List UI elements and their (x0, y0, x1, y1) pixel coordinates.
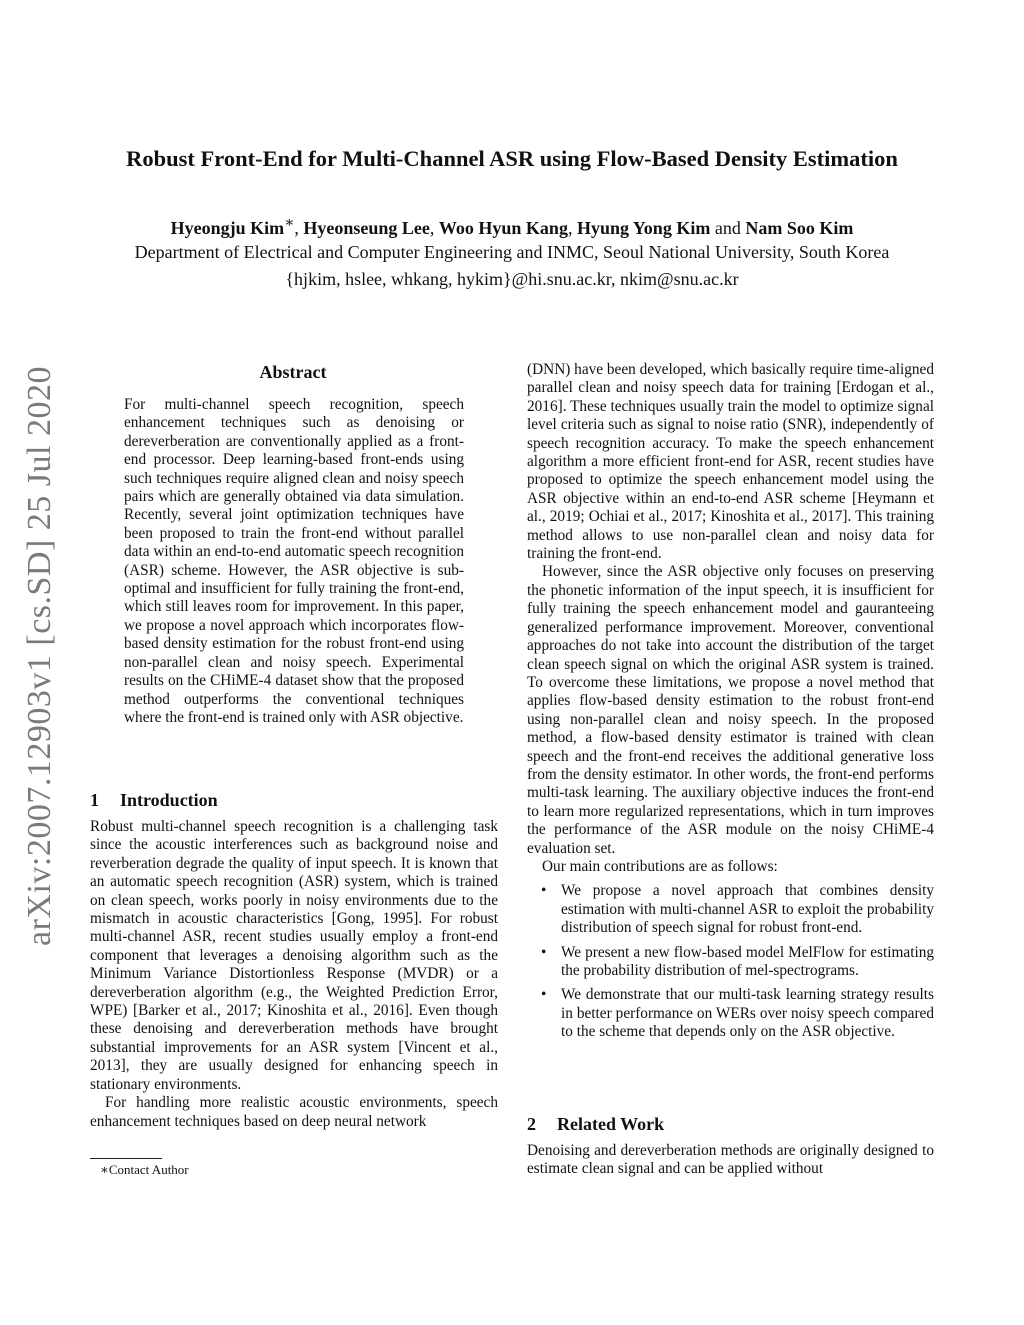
author-1: Hyeongju Kim (170, 218, 285, 238)
footnote: ∗Contact Author (100, 1162, 189, 1177)
intro-body (90, 818, 498, 1131)
author-separator: , (429, 218, 439, 238)
author-separator: , (567, 218, 577, 238)
list-item-text: We present a new flow-based model MelFlow for estimating the probability distribution of mel-spectrograms. (561, 943, 934, 979)
related-work-body (527, 1142, 934, 1179)
right-column-body (527, 361, 934, 1048)
list-item (527, 944, 934, 981)
section-title: Related Work (557, 1114, 665, 1134)
contributions-list (527, 882, 934, 1041)
section-number: 1 (90, 790, 99, 810)
author-separator: , (294, 218, 304, 238)
author-5: Nam Soo Kim (745, 218, 854, 238)
list-item-text: We propose a novel approach that combines density estimation with multi-channel ASR to exploit the probability distribution of speech signal for robust front-end. (561, 882, 934, 937)
abstract-text: For multi-channel speech recognition, speech enhancement techniques such as denoising or dereverberation are conventionally applied as a front-end processor. Deep learning-based front-ends using such techniques require aligned clean and noisy speech pairs which are generally obtained via data simulation. Recently, several joint optimization techniques have been proposed to train the front-end without parallel data within an end-to-end automatic speech recognition (ASR) scheme. However, the ASR objective is sub-optimal and insufficient for fully training the front-end, which still leaves room for improvement. In this paper, we propose a novel approach which incorporates flow-based density estimation for the robust front-end using non-parallel clean and noisy speech. Experimental results on the CHiME-4 dataset show that the proposed method outperforms the conventional techniques where the front-end is trained only with ASR objective. (124, 396, 464, 726)
author-conjunction: and (710, 218, 746, 238)
list-item (527, 986, 934, 1041)
section-title: Introduction (120, 790, 218, 810)
footnote-rule (90, 1158, 162, 1159)
author-1-mark: ∗ (284, 215, 295, 231)
author-2: Hyeonseung Lee (303, 218, 430, 238)
abstract-body (124, 396, 464, 727)
paper-title: Robust Front-End for Multi-Channel ASR using Flow-Based Density Estimation (126, 146, 898, 171)
arxiv-identifier-stamp: arXiv:2007.12903v1 [cs.SD] 25 Jul 2020 (21, 366, 58, 946)
intro-paragraph-1: Robust multi-channel speech recognition is a challenging task since the acoustic interferences such as background noise and reverberation degrade the quality of input speech. It is known that an automatic speech recognition (ASR) system, which is trained on clean speech, works poorly in noisy environments due to the mismatch in acoustic characteristics [Gong, 1995]. For robust multi-channel ASR, recent studies usually employ a front-end component that leverages a denoising algorithm such as the Minimum Variance Distortionless Response (MVDR) or a dereverberation algorithm (e.g., the Weighted Prediction Error, WPE) [Barker et al., 2017; Kinoshita et al., 2016]. Even though these denoising and dereverberation methods have brought substantial improvements for an ASR system [Vincent et al., 2013], they are usually designed for enhancing speech in stationary environments. (90, 818, 498, 1093)
section-number: 2 (527, 1114, 536, 1134)
right-paragraph-2: However, since the ASR objective only focuses on preserving the phonetic information of the input speech, it is insufficient for fully training the speech enhancement model and gauranteeing generalized performance improvement. Moreover, conventional approaches do not take into account the distribution of the target clean speech signal on which the original ASR system is trained. To overcome these limitations, we propose a novel method that applies flow-based density estimation to the robust front-end using non-parallel clean and noisy speech. In the proposed method, a flow-based density estimator is trained with clean speech and the front-end receives the additional generative loss from the density estimator. In other words, the front-end performs multi-task learning. The auxiliary objective induces the front-end to learn more regularized representations, which in turn improves the performance of the ASR module on the noisy CHiME-4 evaluation set. (527, 563, 934, 857)
abstract-heading: Abstract (259, 362, 327, 382)
affiliation: Department of Electrical and Computer Engineering and INMC, Seoul National University, South Korea (134, 242, 890, 262)
right-paragraph-3: Our main contributions are as follows: (542, 857, 778, 875)
related-work-heading (527, 1114, 664, 1135)
right-paragraph-1: (DNN) have been developed, which basically require time-aligned parallel clean and noisy speech data for training [Erdogan et al., 2016]. These techniques usually train the model to optimize signal level criteria such as signal to noise ratio (SNR), independently of speech recognition accuracy. To make the speech enhancement algorithm a more efficient front-end for ASR, recent studies have proposed to optimize the speech enhancement model using the ASR objective within an end-to-end ASR scheme [Heymann et al., 2019; Ochiai et al., 2017; Kinoshita et al., 2017]. This training method allows to use non-parallel clean and noisy data for training the front-end. (527, 361, 934, 563)
author-3: Woo Hyun Kang (438, 218, 568, 238)
bullet-icon: • (541, 882, 547, 900)
intro-heading (90, 790, 218, 811)
list-item-text: We demonstrate that our multi-task learning strategy results in better performance on WERs over noisy speech compared to the scheme that depends only on the ASR objective. (561, 986, 934, 1041)
bullet-icon: • (541, 986, 547, 1004)
bullet-icon: • (541, 943, 547, 961)
author-emails: {hjkim, hslee, whkang, hykim}@hi.snu.ac.kr, nkim@snu.ac.kr (285, 269, 739, 289)
author-4: Hyung Yong Kim (576, 218, 711, 238)
intro-paragraph-2: For handling more realistic acoustic environments, speech enhancement techniques based on deep neural network (90, 1094, 498, 1130)
list-item (527, 882, 934, 937)
author-list (40, 213, 984, 239)
related-paragraph-1: Denoising and dereverberation methods are originally designed to estimate clean signal and can be applied without (527, 1142, 934, 1178)
